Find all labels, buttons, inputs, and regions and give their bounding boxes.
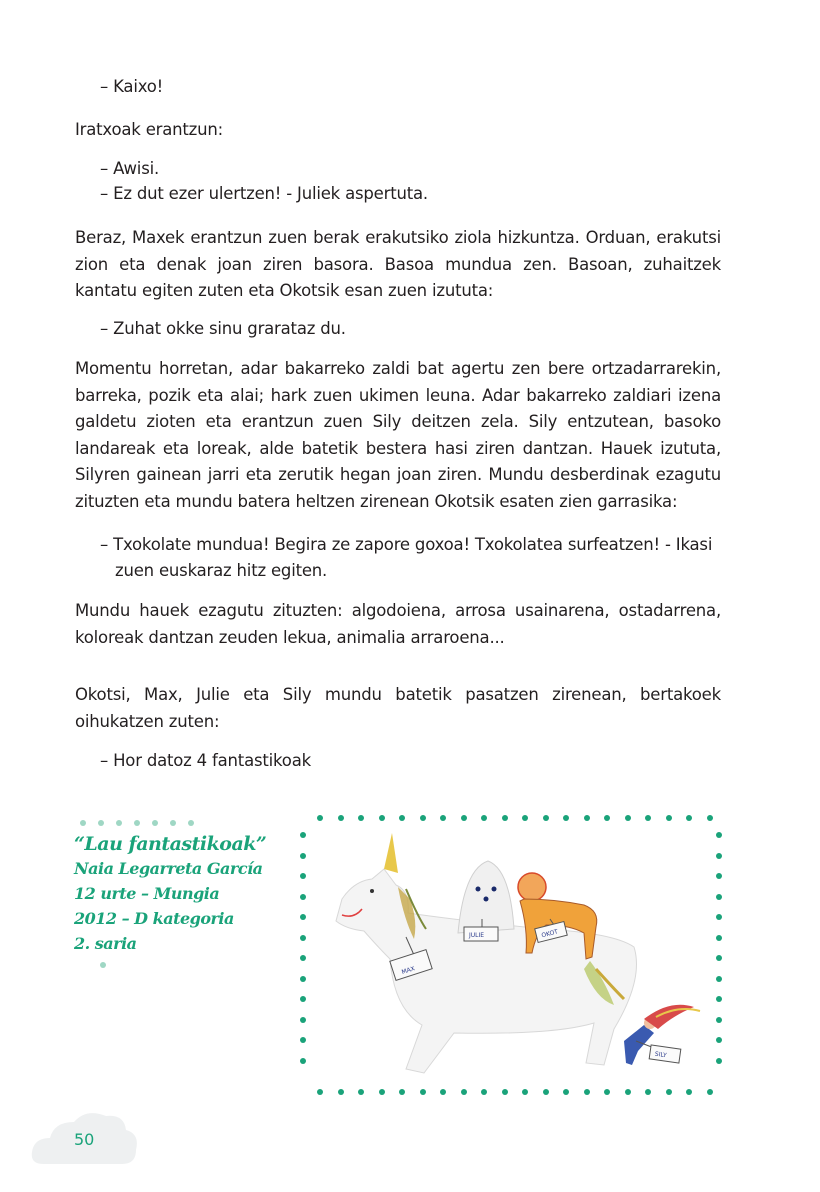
border-dot (338, 815, 344, 821)
border-dot (481, 815, 487, 821)
dialog-ez-dut: – Ez dut ezer ulertzen! - Juliek aspertuta. (100, 184, 428, 203)
border-dot (625, 815, 631, 821)
border-dot (440, 1089, 446, 1095)
border-dot (502, 815, 508, 821)
border-dot (584, 815, 590, 821)
border-dot (300, 832, 306, 838)
border-dot (399, 815, 405, 821)
border-dot (440, 815, 446, 821)
border-dot (666, 1089, 672, 1095)
border-dot (604, 815, 610, 821)
border-dot (563, 1089, 569, 1095)
paragraph-beraz: Beraz, Maxek erantzun zuen berak erakutsiko ziola hizkuntza. Orduan, erakutsi zion eta denak joan ziren basora. Basoa mundua zen. Basoan, zuhaitzek kantatu egiten zuten eta Okotsik esan zuen izututa: (75, 228, 721, 300)
border-dot (317, 815, 323, 821)
border-dot (338, 1089, 344, 1095)
paragraph-mundu: Mundu hauek ezagutu zituzten: algodoiena, arrosa usainarena, ostadarrena, koloreak dantzan zeuden lekua, animalia arraroena... (75, 601, 721, 647)
border-dot (645, 815, 651, 821)
border-dot (707, 1089, 713, 1095)
sign-label-max: MAX (400, 965, 416, 977)
border-dot (502, 1089, 508, 1095)
border-dot (300, 853, 306, 859)
border-dot (420, 1089, 426, 1095)
dialog-zuhat: – Zuhat okke sinu grarataz du. (100, 319, 346, 338)
border-dot (461, 1089, 467, 1095)
caption-dots-decoration (80, 820, 274, 826)
border-dot (522, 815, 528, 821)
border-dot (543, 1089, 549, 1095)
border-dot (300, 996, 306, 1002)
border-dot (716, 832, 722, 838)
border-dot (716, 853, 722, 859)
dialog-kaixo: – Kaixo! (100, 77, 164, 96)
border-dot (300, 1037, 306, 1043)
border-dot (358, 815, 364, 821)
illustration-frame (300, 815, 722, 1095)
caption-year-category: 2012 – D kategoria (74, 909, 234, 928)
border-dot (481, 1089, 487, 1095)
border-dot (625, 1089, 631, 1095)
dialog-hor-datoz: – Hor datoz 4 fantastikoak (100, 751, 311, 770)
border-dot (358, 1089, 364, 1095)
border-dot (716, 1017, 722, 1023)
border-dot (300, 894, 306, 900)
border-dot (716, 873, 722, 879)
border-dot (716, 894, 722, 900)
border-dot (707, 815, 713, 821)
border-dot (716, 935, 722, 941)
border-dot (300, 935, 306, 941)
border-dot (645, 1089, 651, 1095)
border-dot (461, 815, 467, 821)
border-dot (300, 955, 306, 961)
border-dot (716, 955, 722, 961)
border-dot (686, 815, 692, 821)
border-dot (543, 815, 549, 821)
sign-label-sily: SILY (654, 1050, 668, 1060)
border-dot (317, 1089, 323, 1095)
caption-age-town: 12 urte – Mungia (74, 884, 220, 903)
dialog-awisi: – Awisi. (100, 159, 160, 178)
page-number: 50 (74, 1130, 95, 1149)
border-dot (300, 914, 306, 920)
ghost-figure (458, 861, 514, 933)
border-dot (686, 1089, 692, 1095)
caption-title: “Lau fantastikoak” (74, 833, 267, 855)
border-dot (716, 1058, 722, 1064)
caption-author: Naia Legarreta García (74, 859, 263, 878)
border-dot (300, 1058, 306, 1064)
border-dot (584, 1089, 590, 1095)
paragraph-okotsi: Okotsi, Max, Julie eta Sily mundu batetik pasatzen zirenean, bertakoek oihukatzen zuten: (75, 685, 721, 731)
border-dot (604, 1089, 610, 1095)
border-dot (399, 1089, 405, 1095)
border-dot (563, 815, 569, 821)
paragraph-momentu: Momentu horretan, adar bakarreko zaldi bat agertu zen bere ortzadarrarekin, barreka, pozik eta alai; hark zuen ukimen leuna. Adar bakarreko zaldiari izena galdetu zioten eta erantzun zuen Sily deitzen zela. Sily entzutean, basoko landareak eta loreak, alde batetik bestera hasi ziren dantzan. Hauek izututa, Silyren gainean jarri eta zerutik hegan joan ziren. Mundu desberdinak ezagutu zituzten eta mundu batera heltzen zirenean Okotsik esaten zien garrasika: (75, 359, 721, 511)
paragraph-iratxoak: Iratxoak erantzun: (75, 120, 224, 139)
dialog-txokolate: – Txokolate mundua! Begira ze zapore goxoa! Txokolatea surfeatzen! - Ikasi zuen euskaraz hitz egiten. (100, 535, 713, 580)
caption-dot-decoration (100, 962, 106, 968)
child-drawing (314, 829, 708, 1081)
illustration-caption (74, 820, 274, 968)
border-dot (716, 1037, 722, 1043)
border-dot (716, 914, 722, 920)
sign-label-okot: OKOT (540, 928, 559, 940)
border-dot (300, 873, 306, 879)
border-dot (522, 1089, 528, 1095)
border-dot (716, 996, 722, 1002)
border-dot (379, 815, 385, 821)
border-dot (379, 1089, 385, 1095)
border-dot (420, 815, 426, 821)
border-dot (300, 1017, 306, 1023)
caption-prize: 2. saria (74, 934, 137, 953)
border-dot (300, 976, 306, 982)
border-dot (716, 976, 722, 982)
border-dot (666, 815, 672, 821)
sign-label-julie: JULIE (469, 932, 485, 939)
